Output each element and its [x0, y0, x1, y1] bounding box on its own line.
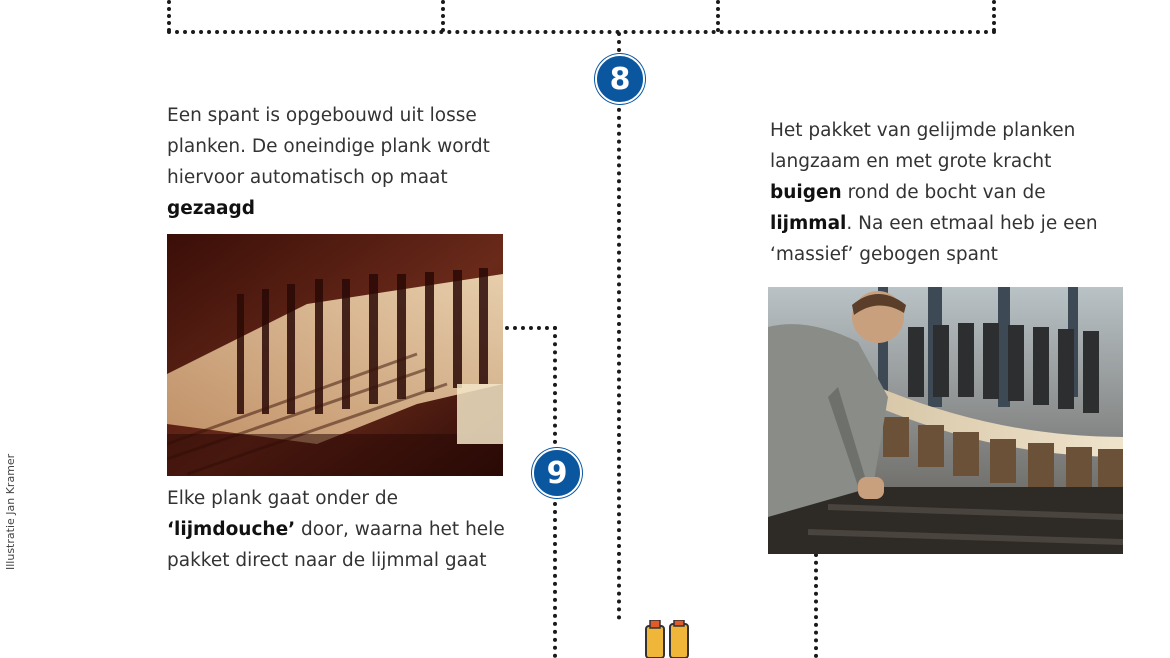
- glue-bottles-icon: [640, 620, 700, 658]
- center-dotted-line: [617, 100, 621, 620]
- left-text-bold: gezaagd: [167, 198, 256, 219]
- caption-text: door, waarna het hele: [295, 519, 505, 540]
- photo-connector-line: [505, 326, 557, 330]
- left-text-line: Een spant is opgebouwd uit losse: [167, 105, 477, 126]
- worker-at-glue-mold-photo: [768, 287, 1123, 554]
- right-text-bold: lijmmal: [770, 213, 847, 234]
- step-9-line-upper: [553, 326, 557, 444]
- top-dotted-tick: [716, 0, 720, 32]
- left-caption: [167, 483, 527, 576]
- step-8-badge: 8: [595, 54, 645, 104]
- top-dotted-tick: [992, 0, 996, 32]
- right-text-line: Het pakket van gelijmde planken: [770, 120, 1076, 141]
- caption-bold: ‘lijmdouche’: [167, 519, 296, 540]
- right-photo-line: [814, 553, 818, 658]
- saw-cut-planks-photo: [167, 234, 503, 476]
- left-description: [167, 100, 527, 224]
- illustration-credit: Illustratie Jan Kramer: [4, 453, 17, 570]
- step-9-badge: 9: [532, 448, 582, 498]
- caption-line: pakket direct naar de lijmmal gaat: [167, 550, 487, 571]
- right-text-rest: . Na een etmaal heb je een: [846, 213, 1098, 234]
- right-text-rest: rond de bocht van de: [841, 182, 1046, 203]
- right-description: [770, 115, 1150, 270]
- top-dotted-tick: [441, 0, 445, 32]
- left-text-line: planken. De oneindige plank wordt: [167, 136, 490, 157]
- left-text-line: hiervoor automatisch op maat: [167, 167, 448, 188]
- caption-line: Elke plank gaat onder de: [167, 488, 399, 509]
- right-text-line: ‘massief’ gebogen spant: [770, 244, 998, 265]
- right-text-line: langzaam en met grote kracht: [770, 151, 1052, 172]
- top-dotted-tick: [167, 0, 171, 32]
- right-text-bold: buigen: [770, 182, 842, 203]
- top-dotted-line: [167, 30, 997, 34]
- step-9-line-lower: [553, 494, 557, 658]
